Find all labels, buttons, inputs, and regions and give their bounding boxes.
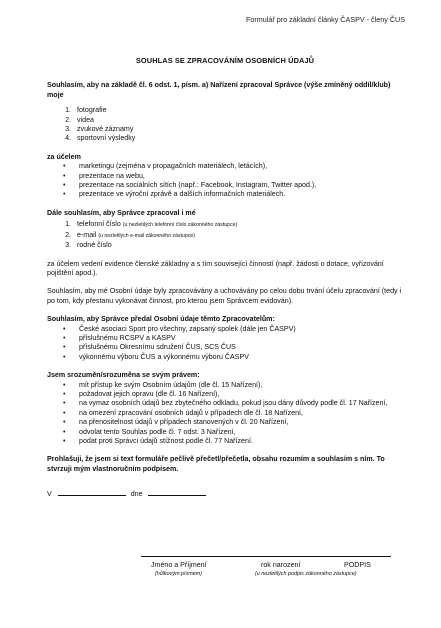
list-item: • prezentace ve výroční zprávě a dalších informačních materiálech.	[73, 190, 403, 199]
section-rights-heading: Jsem srozuměn/srozuměna se svým právem:	[47, 371, 200, 380]
list-item: 4. sportovní výsledky	[73, 134, 403, 143]
section-purpose-heading: za účelem	[47, 152, 81, 161]
list-item: • požadovat jejich opravu (dle čl. 16 Nařízení),	[73, 390, 403, 399]
list-item: 2. videa	[73, 116, 403, 125]
retention-paragraph: Souhlasím, aby mé Osobní údaje byly zpracovávány a uchovávány po celou dobu trvání účelu zpracování (tedy i po tom, kdy přestanu vykonávat činnost, pro kterou jsem Správcem evidován).	[47, 287, 402, 305]
list-item: • marketingu (zejména v propagačních materiálech, letácích),	[73, 162, 403, 171]
name-label: Jméno a Příjmení	[151, 561, 207, 569]
item-note: (u nezletilých telefonní číslo zákonného zástupce)	[122, 222, 238, 229]
page-header: Formulář pro základní články ČASPV - členy ČUS	[246, 15, 405, 24]
list-item: 1. fotografie	[73, 106, 403, 115]
place-label: V	[47, 490, 52, 499]
date-label: dne	[130, 490, 143, 499]
item-note: (u nezletilých e-mail zákonného zástupce)	[98, 232, 195, 239]
signature-line[interactable]	[141, 556, 391, 557]
signature-label: PODPIS	[344, 561, 371, 569]
item-main: telefonní číslo	[77, 220, 121, 229]
list-item: 3. zvukové záznamy	[73, 125, 403, 134]
birth-year-label: rok narození	[261, 561, 301, 569]
signature-note: (u nezletilých podpis zákonného zástupce)	[255, 571, 357, 577]
list-item: • České asociaci Sport pro všechny, zapsaný spolek (dále jen ČASPV)	[73, 325, 403, 334]
section-processors-heading: Souhlasím, aby Správce předal Osobní údaje těmto Zpracovatelům:	[47, 315, 275, 324]
list-item: • mít přístup ke svým Osobním údajům (dle čl. 15 Nařízení),	[73, 381, 403, 390]
list-item: • na přenositelnost údajů v případech stanovených v čl. 20 Nařízení,	[73, 418, 403, 427]
purpose-paragraph: za účelem vedení evidence členské základny a s tím související činností (např. žádosti o dotace, vyřizování pojištění apod.).	[47, 259, 384, 277]
item-main: e-mail	[77, 230, 97, 239]
list-item: • odvolat tento Souhlas podle čl. 7 odst. 3 Nařízení,	[73, 428, 403, 437]
section-consent-heading: Souhlasím, aby na základě čl. 6 odst. 1, písm. a) Nařízení zpracoval Správce (výše zmíněný oddíl/klub) moje	[47, 81, 391, 99]
list-item: • výkonnému výboru ČUS a výkonnému výboru ČASPV	[73, 353, 403, 362]
name-note: (hůlkovým písmem)	[155, 571, 203, 577]
declaration-text: Prohlašuji, že jsem si text formuláře pečlivě přečetl/přečetla, obsahu rozumím a souhlasím s ním. To stvrzuji mým vlastnoručním podpisem.	[47, 455, 385, 473]
document-title: SOUHLAS SE ZPRACOVÁNÍM OSOBNÍCH ÚDAJŮ	[135, 56, 315, 65]
list-item: • příslušnému RCSPV a KASPV	[73, 334, 403, 343]
item-main: rodné číslo	[77, 241, 112, 250]
list-item: • na omezení zpracování osobních údajů v případech dle čl. 18 Nařízení,	[73, 409, 403, 418]
list-item: • příslušnému Okresnímu sdružení ČUS, SCS ČUS	[73, 343, 403, 352]
list-item: • na vymaz osobních údajů bez zbytečného odkladu, pokud jsou dány důvody podle čl. 17 Nařízení,	[73, 399, 403, 408]
list-item: • prezentace na webu,	[73, 172, 403, 181]
signature-block	[47, 0, 403, 628]
section-additional-heading: Dále souhlasím, aby Správce zpracoval i mé	[47, 208, 196, 217]
list-item: • prezentace na sociálních sítích (např.: Facebook, Instagram, Twitter apod.),	[73, 181, 403, 190]
list-item: • podat proti Správci údajů stížnost podle čl. 77 Nařízení.	[73, 437, 403, 446]
